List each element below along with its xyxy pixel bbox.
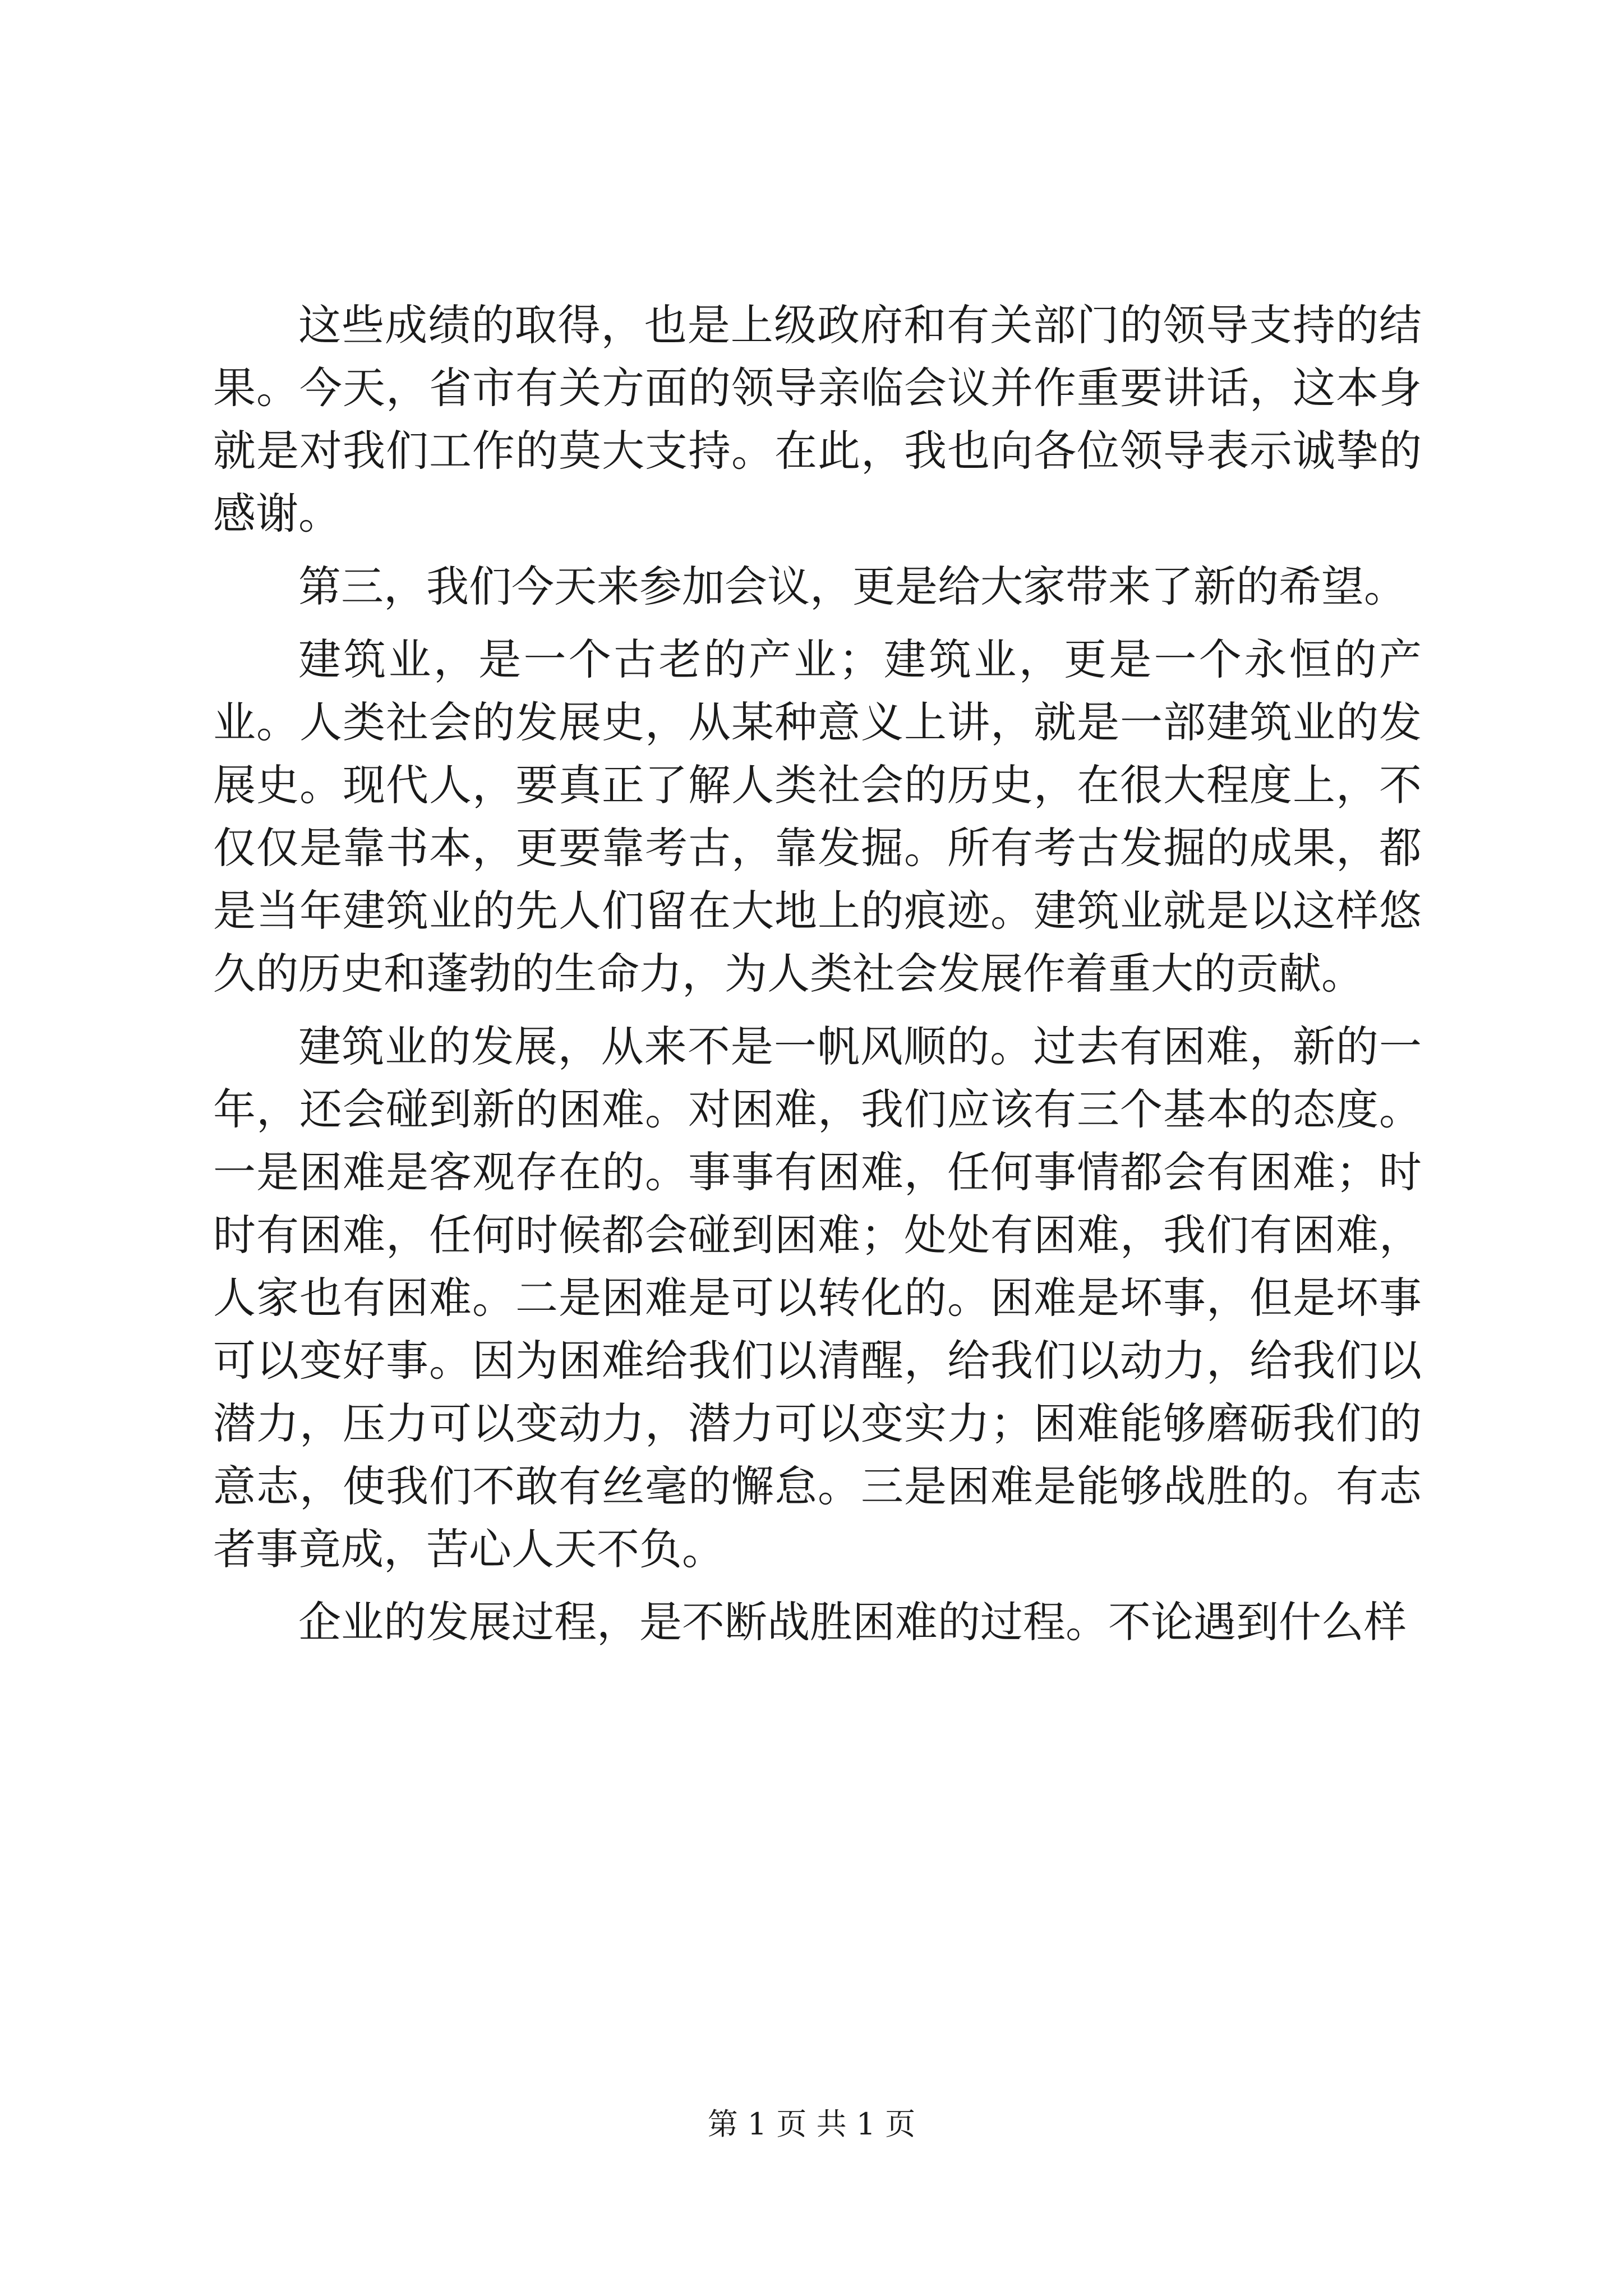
- page-number: 第 1 页 共 1 页: [707, 2106, 916, 2142]
- paragraph: 第三，我们今天来参加会议，更是给大家带来了新的希望。: [298, 562, 1407, 611]
- document-body: [213, 294, 1422, 1664]
- paragraph: 建筑业的发展，从来不是一帆风顺的。过去有困难，新的一年，还会碰到新的困难。对困难，我们应该有三个基本的态度。一是困难是客观存在的。事事有困难，任何事情都会有困难；时时有困难，任何时候都会碰到困难；处处有困难，我们有困难，人家也有困难。二是困难是可以转化的。困难是坏事，但是坏事可以变好事。因为困难给我们以清醒，给我们以动力，给我们以潜力，压力可以变动力，潜力可以变实力；困难能够磨砺我们的意志，使我们不敢有丝毫的懈怠。三是困难是能够战胜的。有志者事竟成，苦心人天不负。: [213, 1022, 1422, 1574]
- paragraph: 企业的发展过程，是不断战胜困难的过程。不论遇到什么样: [298, 1597, 1407, 1647]
- page-footer: [0, 2105, 1623, 2144]
- paragraph: 建筑业，是一个古老的产业；建筑业，更是一个永恒的产业。人类社会的发展史，从某种意义上讲，就是一部建筑业的发展史。现代人，要真正了解人类社会的历史，在很大程度上，不仅仅是靠书本，更要靠考古，靠发掘。所有考古发掘的成果，都是当年建筑业的先人们留在大地上的痕迹。建筑业就是以这样悠久的历史和蓬勃的生命力，为人类社会发展作着重大的贡献。: [213, 634, 1422, 999]
- paragraph: 这些成绩的取得，也是上级政府和有关部门的领导支持的结果。今天，省市有关方面的领导亲临会议并作重要讲话，这本身就是对我们工作的莫大支持。在此，我也向各位领导表示诚挚的感谢。: [213, 300, 1422, 539]
